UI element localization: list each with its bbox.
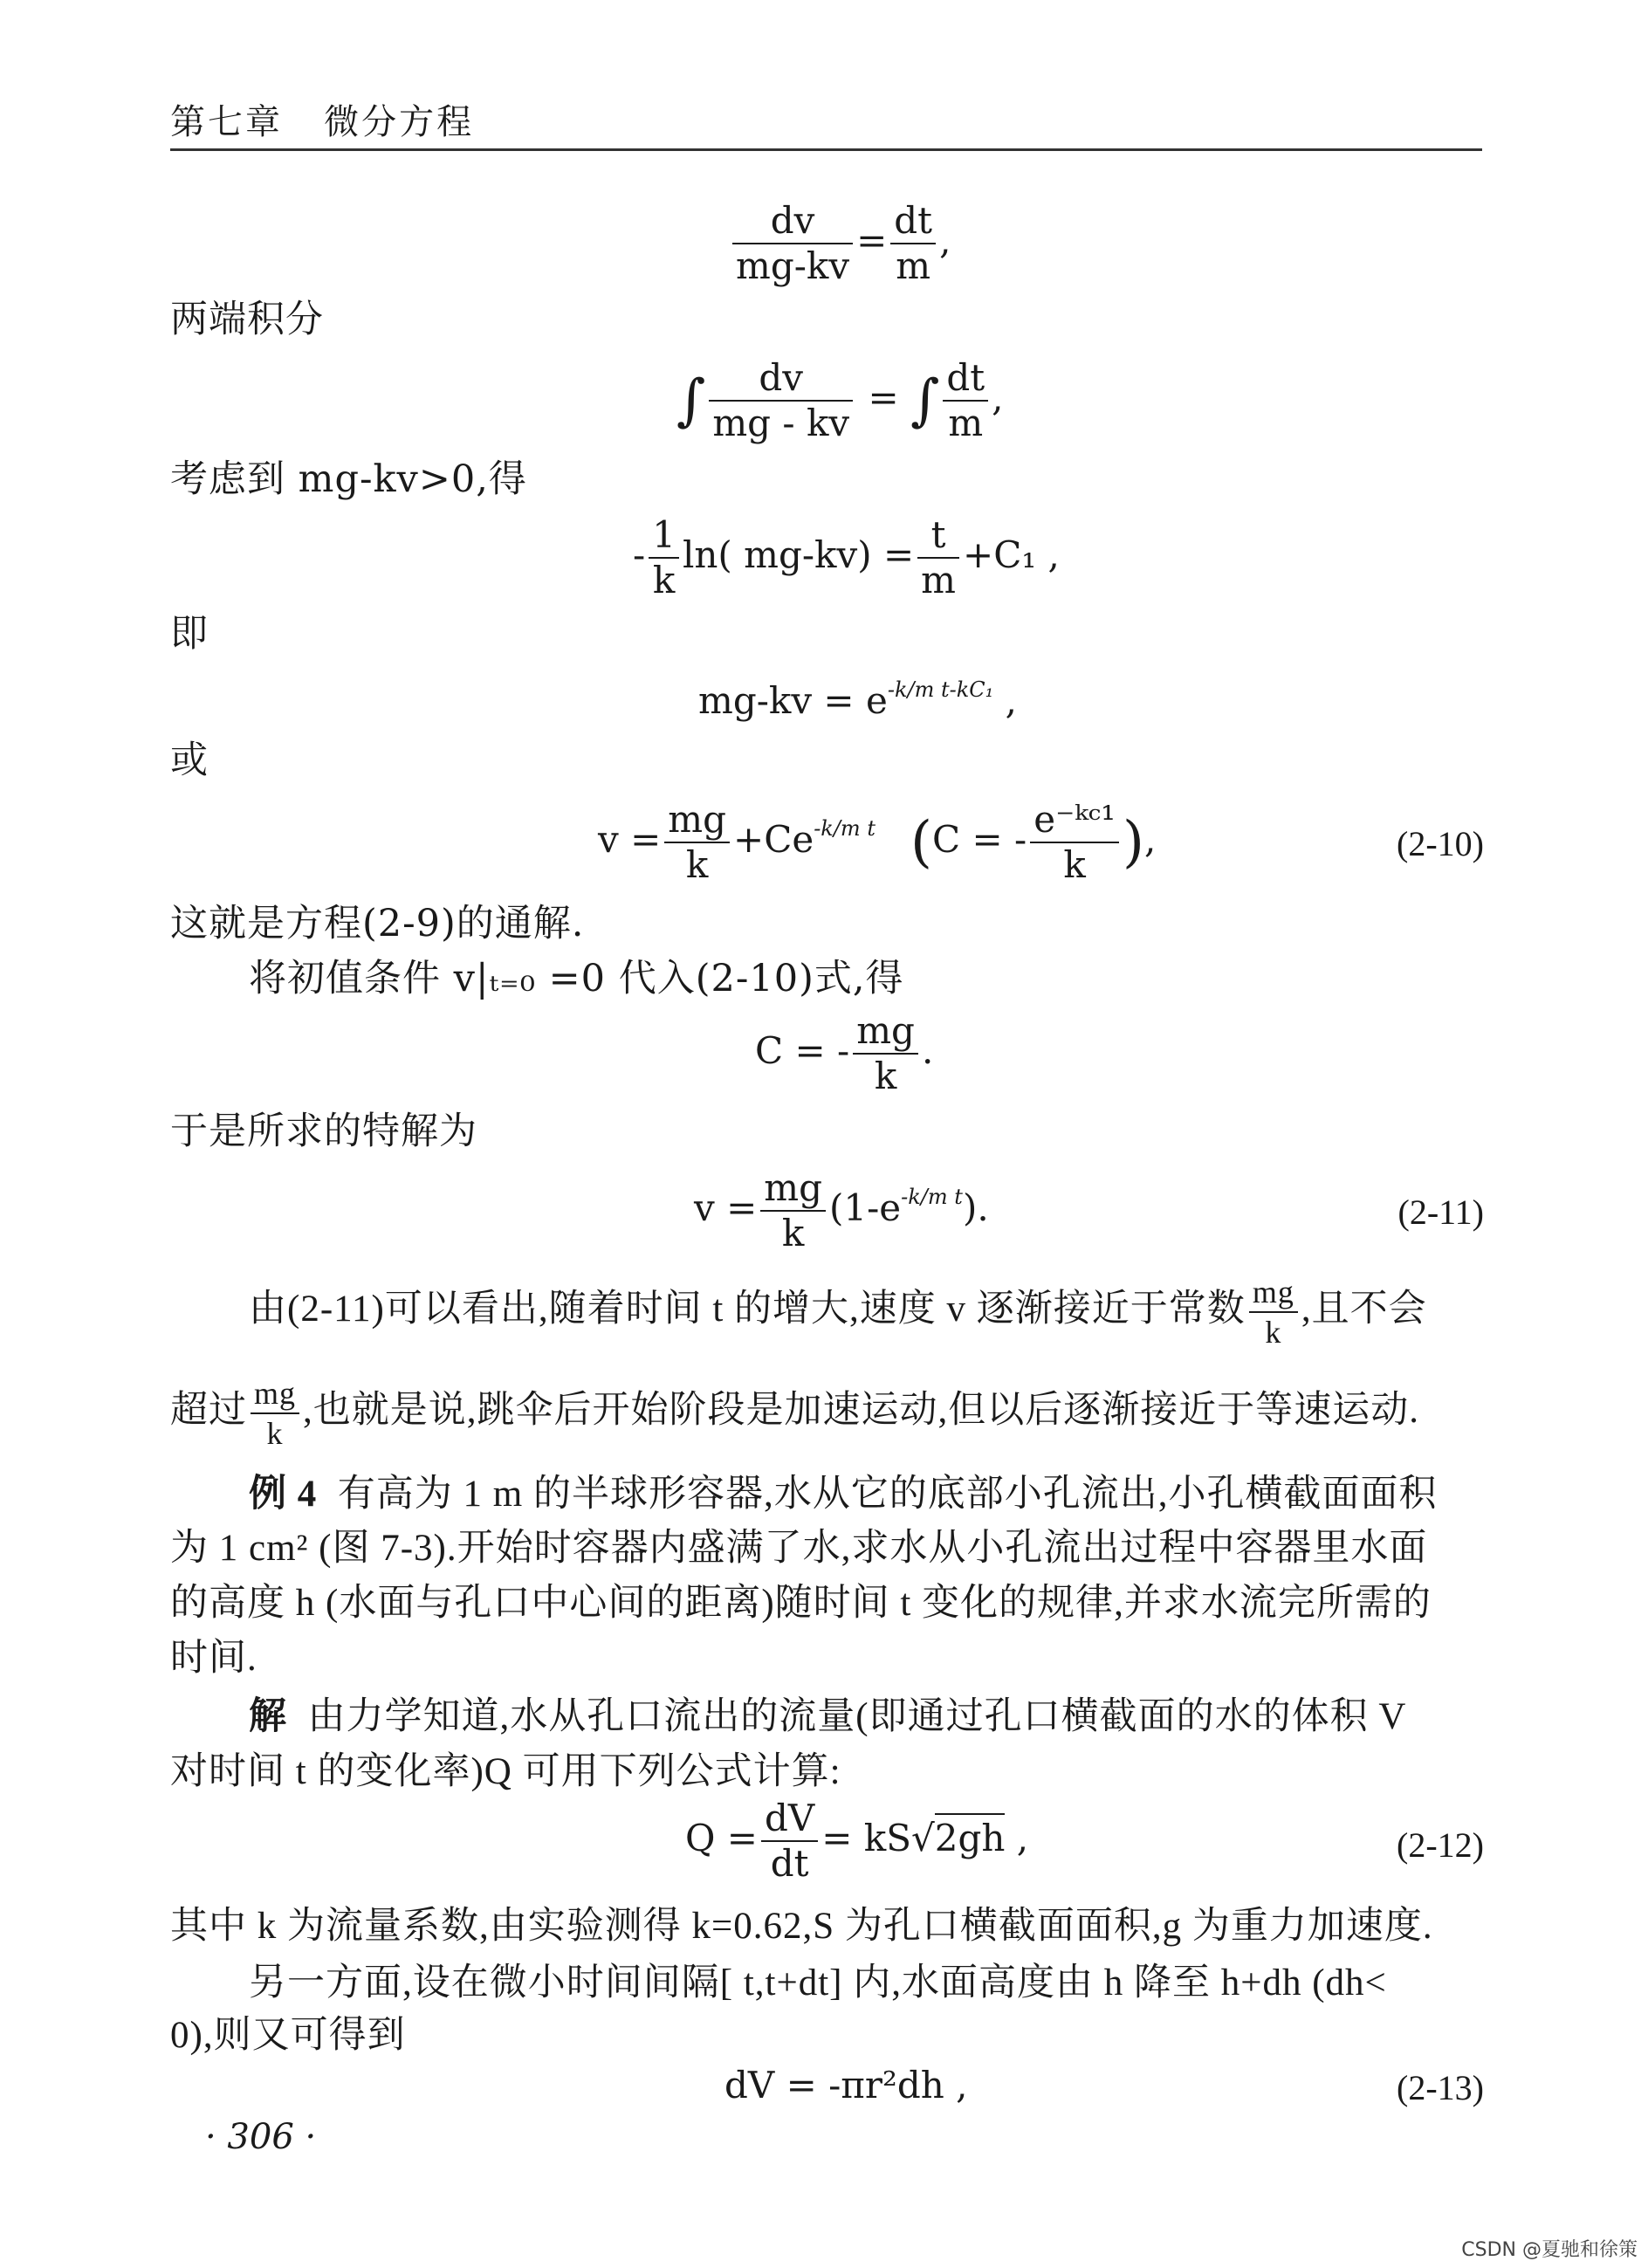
example-line-2: 为 1 cm² (图 7-3).开始时容器内盛满了水,求水从小孔流出过程中容器里水面	[170, 1528, 1428, 1569]
para-text: 超过	[170, 1389, 247, 1431]
constant-c1: +C₁ ,	[963, 533, 1060, 576]
exponent: -k/m t	[814, 815, 876, 841]
q-lhs: Q =	[685, 1817, 758, 1859]
watermark: CSDN @夏驰和徐策	[1461, 2239, 1638, 2261]
sqrt-radicand: 2gh	[935, 1813, 1006, 1859]
example-line-4: 时间.	[170, 1638, 258, 1679]
text-initial-condition: 将初值条件 v|ₜ₌₀ =0 代入(2-10)式,得	[249, 957, 904, 1000]
equation-3	[633, 513, 1060, 601]
solution-line-1	[249, 1698, 1406, 1735]
frac-numerator: mg	[251, 1378, 299, 1414]
frac-denominator: m	[896, 244, 931, 287]
text-consider: 考虑到 mg-kv>0,得	[170, 457, 527, 501]
c-definition: C = -	[932, 818, 1027, 861]
equation-number: (2-10)	[1397, 824, 1484, 863]
left-paren: (	[910, 810, 932, 875]
integral-sign: ∫	[676, 368, 706, 433]
frac-denominator: k	[685, 843, 709, 886]
frac-denominator: m	[948, 402, 984, 444]
frac-denominator: k	[1265, 1315, 1282, 1350]
chapter-header	[170, 94, 474, 144]
text-other-side-1: 另一方面,设在微小时间间隔[ t,t+dt] 内,水面高度由 h 降至 h+dh (dh<	[249, 1962, 1387, 2003]
frac-numerator: dv	[732, 203, 853, 244]
example-line-3: 的高度 h (水面与孔口中心间的距离)随时间 t 变化的规律,并求水流完所需的	[170, 1583, 1432, 1624]
frac-denominator: k	[874, 1055, 897, 1097]
frac-numerator: mg	[760, 1170, 826, 1212]
punct: ,	[992, 376, 1004, 419]
equation-2	[676, 356, 1004, 444]
frac-denominator: m	[921, 559, 956, 601]
example-line-1	[249, 1475, 1437, 1513]
equation-number: (2-13)	[1397, 2068, 1484, 2107]
frac-denominator: dt	[770, 1842, 809, 1885]
chapter-title: 微分方程	[324, 102, 475, 142]
paren-term: (1-e	[829, 1186, 902, 1229]
punct: ,	[1016, 1817, 1029, 1859]
para-text: ,也就是说,跳伞后开始阶段是加速运动,但以后逐渐接近于等速运动.	[303, 1389, 1420, 1431]
frac-denominator: k	[266, 1416, 284, 1451]
v-lhs: v =	[598, 818, 662, 861]
ce-term: +Ce	[733, 818, 814, 861]
frac-denominator: k	[781, 1212, 805, 1254]
example-label: 例 4	[249, 1474, 318, 1515]
punct: .	[921, 1029, 934, 1072]
punct: ).	[962, 1186, 989, 1229]
text-integrate: 两端积分	[170, 298, 324, 341]
text-ie: 即	[170, 612, 209, 656]
equation-9: dV = -πr²dh ,	[724, 2064, 968, 2106]
paragraph-2	[170, 1378, 1419, 1449]
frac-numerator: dt	[890, 203, 936, 244]
equation-8	[685, 1797, 1029, 1885]
c-lhs: C = -	[755, 1029, 850, 1072]
paragraph-1	[249, 1276, 1427, 1348]
text-particular: 于是所求的特解为	[170, 1110, 477, 1153]
integral-sign: ∫	[910, 368, 940, 433]
equation-5	[598, 798, 1157, 886]
equals-sign: =	[856, 219, 888, 262]
exponent: -k/m t	[901, 1184, 963, 1209]
solution-label: 解	[249, 1696, 287, 1737]
solution-line-2: 对时间 t 的变化率)Q 可用下列公式计算:	[170, 1751, 841, 1792]
equals-sign: =	[868, 376, 899, 419]
frac-numerator: e⁻ᵏᶜ¹	[1030, 801, 1119, 843]
equation-number: (2-11)	[1397, 1192, 1484, 1232]
frac-numerator: 1	[649, 517, 679, 559]
punct: ,	[939, 219, 951, 262]
ks-term: = kS	[821, 1817, 911, 1859]
frac-numerator: dV	[761, 1800, 818, 1842]
chapter-number: 第七章	[170, 102, 283, 142]
exp-lhs: mg-kv = e	[698, 679, 888, 723]
para-text: ,且不会	[1301, 1288, 1427, 1330]
frac-numerator: mg	[853, 1013, 918, 1055]
frac-numerator: mg	[1249, 1276, 1298, 1313]
frac-denominator: mg - kv	[712, 402, 850, 444]
frac-numerator: t	[917, 517, 959, 559]
v-lhs: v =	[694, 1186, 758, 1229]
solution-text: 由力学知道,水从孔口流出的流量(即通过孔口横截面的水的体积 V	[307, 1696, 1407, 1737]
punct: ,	[1005, 679, 1017, 723]
equation-number: (2-12)	[1397, 1825, 1484, 1865]
exponent: -k/m t-kC₁	[887, 677, 994, 702]
equation-6	[755, 1009, 934, 1097]
text-or: 或	[170, 739, 209, 782]
para-text: 由(2-11)可以看出,随着时间 t 的增大,速度 v 逐渐接近于常数	[249, 1288, 1246, 1330]
frac-denominator: k	[1063, 843, 1086, 886]
frac-numerator: mg	[664, 801, 730, 843]
ln-expression: ln( mg-kv) =	[682, 533, 915, 576]
equation-1	[729, 199, 951, 287]
sqrt-sign: √	[910, 1817, 935, 1859]
text-general-solution: 这就是方程(2-9)的通解.	[170, 902, 585, 945]
page-number: · 306 ·	[205, 2117, 317, 2157]
right-paren: )	[1122, 810, 1144, 875]
frac-numerator: dv	[709, 360, 853, 402]
frac-denominator: mg-kv	[736, 244, 850, 287]
frac-numerator: dt	[943, 360, 988, 402]
text-flow-coefficient: 其中 k 为流量系数,由实验测得 k=0.62,S 为孔口横截面面积,g 为重力加速度.	[170, 1906, 1433, 1947]
text-other-side-2: 0),则又可得到	[170, 2015, 406, 2056]
example-text: 有高为 1 m 的半球形容器,水从它的底部小孔流出,小孔横截面面积	[337, 1474, 1438, 1515]
equation-7	[694, 1166, 989, 1254]
punct: ,	[1143, 818, 1157, 861]
minus-sign: -	[633, 533, 646, 576]
equation-4	[698, 677, 1017, 723]
frac-denominator: k	[652, 559, 676, 601]
header-rule	[170, 148, 1482, 151]
